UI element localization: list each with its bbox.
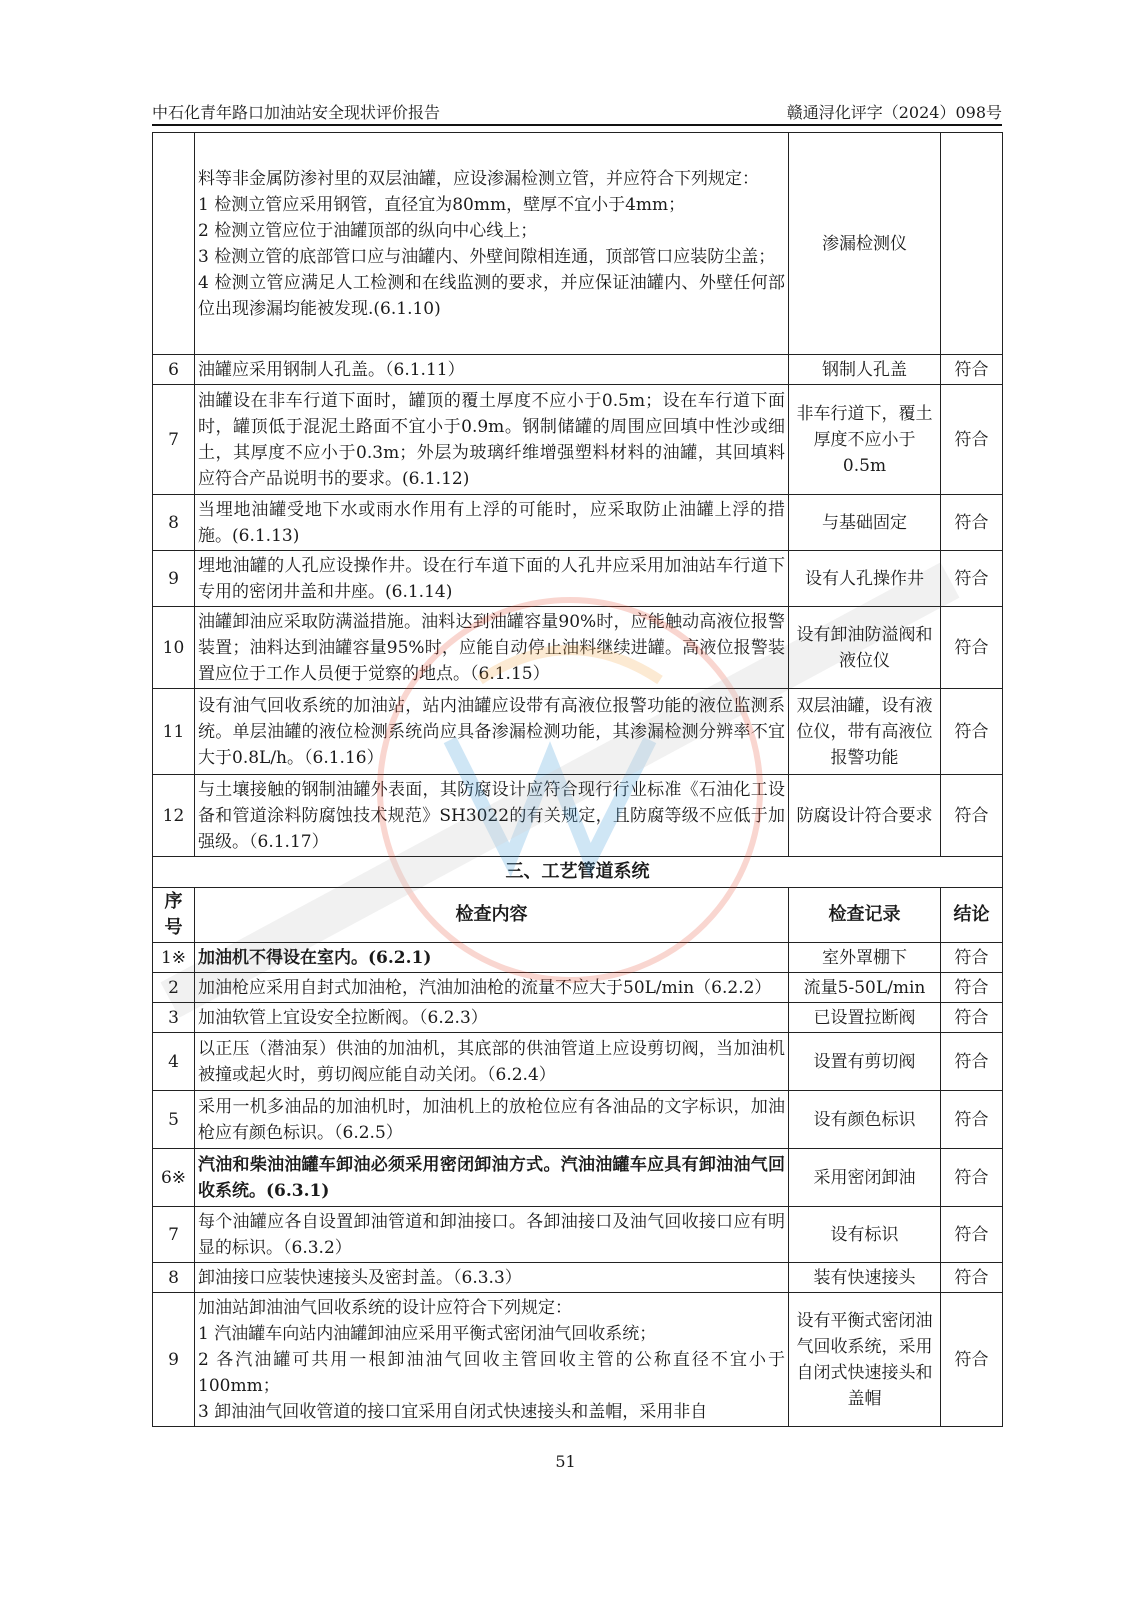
check-content — [195, 943, 789, 973]
content-line: 每个油罐应各自设置卸油管道和卸油接口。各卸油接口及油气回收接口应有明显的标识。（6.3.2） — [198, 1211, 785, 1258]
content-line: 卸油接口应装快速接头及密封盖。（6.3.3） — [198, 1267, 522, 1288]
content-line: 当埋地油罐受地下水或雨水作用有上浮的可能时，应采取防止油罐上浮的措施。(6.1.13) — [198, 499, 785, 546]
content-line: 设有油气回收系统的加油站，站内油罐应设带有高液位报警功能的液位监测系统。单层油罐的液位检测系统尚应具备渗漏检测功能，其渗漏检测分辨率不宜大于0.8L/h。（6.1.16） — [198, 695, 785, 768]
row-number: 6※ — [153, 1149, 195, 1207]
content-line: 油罐设在非车行道下面时，罐顶的覆土厚度不应小于0.5m；设在车行道下面时，罐顶低于混泥土路面不宜小于0.9m。钢制储罐的周围应回填中性沙或细土，其厚度不应小于0.3m；外层为玻璃纤维增强塑料材料的油罐，其回填料应符合产品说明书的要求。(6.1.12) — [198, 390, 785, 489]
check-record: 钢制人孔盖 — [789, 355, 941, 385]
check-result: 符合 — [941, 943, 1003, 973]
check-content — [195, 133, 789, 355]
table-row — [153, 133, 1003, 355]
row-number: 7 — [153, 385, 195, 495]
inspection-table-body — [153, 133, 1003, 1427]
content-line: 采用一机多油品的加油机时，加油机上的放枪位应有各油品的文字标识，加油枪应有颜色标识。（6.2.5） — [198, 1096, 785, 1143]
check-result: 符合 — [941, 1263, 1003, 1293]
check-content — [195, 551, 789, 607]
check-content — [195, 689, 789, 775]
row-number — [153, 133, 195, 355]
check-content — [195, 1033, 789, 1091]
table-row — [153, 1033, 1003, 1091]
check-result: 符合 — [941, 385, 1003, 495]
column-header-num: 序号 — [153, 888, 195, 943]
content-line: 加油站卸油油气回收系统的设计应符合下列规定： — [198, 1297, 572, 1318]
check-record: 防腐设计符合要求 — [789, 775, 941, 857]
section-title: 三、工艺管道系统 — [153, 857, 1003, 888]
check-content — [195, 1207, 789, 1263]
row-number: 3 — [153, 1003, 195, 1033]
check-content — [195, 355, 789, 385]
check-result: 符合 — [941, 1207, 1003, 1263]
check-record: 设有平衡式密闭油气回收系统，采用自闭式快速接头和盖帽 — [789, 1293, 941, 1427]
check-record: 双层油罐，设有液位仪，带有高液位报警功能 — [789, 689, 941, 775]
content-line: 以正压（潜油泵）供油的加油机，其底部的供油管道上应设剪切阀，当加油机被撞或起火时，剪切阀应能自动关闭。（6.2.4） — [198, 1038, 785, 1085]
check-record: 流量5-50L/min — [789, 973, 941, 1003]
row-number: 8 — [153, 1263, 195, 1293]
check-result: 符合 — [941, 1091, 1003, 1149]
row-number: 9 — [153, 551, 195, 607]
check-record: 已设置拉断阀 — [789, 1003, 941, 1033]
check-record: 装有快速接头 — [789, 1263, 941, 1293]
content-line: 1 检测立管应采用钢管，直径宜为80mm，壁厚不宜小于4mm； — [198, 194, 686, 215]
row-number: 5 — [153, 1091, 195, 1149]
content-line: 埋地油罐的人孔应设操作井。设在行车道下面的人孔井应采用加油站车行道下专用的密闭井盖和井座。(6.1.14) — [198, 555, 785, 602]
check-result: 符合 — [941, 775, 1003, 857]
check-content — [195, 1293, 789, 1427]
row-number: 12 — [153, 775, 195, 857]
row-number: 6 — [153, 355, 195, 385]
page-header — [152, 98, 1002, 122]
table-row — [153, 943, 1003, 973]
content-line: 1 汽油罐车向站内油罐卸油应采用平衡式密闭油气回收系统； — [198, 1323, 657, 1344]
row-number: 8 — [153, 495, 195, 551]
check-record: 设有颜色标识 — [789, 1091, 941, 1149]
table-row — [153, 973, 1003, 1003]
check-content — [195, 495, 789, 551]
content-line: 加油软管上宜设安全拉断阀。（6.2.3） — [198, 1007, 488, 1028]
table-row — [153, 1003, 1003, 1033]
check-content — [195, 775, 789, 857]
check-result: 符合 — [941, 1003, 1003, 1033]
inspection-table — [152, 132, 1003, 1427]
content-line: 加油机不得设在室内。(6.2.1) — [198, 947, 432, 968]
table-row — [153, 1207, 1003, 1263]
table-row — [153, 355, 1003, 385]
check-content — [195, 1149, 789, 1207]
content-line: 与土壤接触的钢制油罐外表面，其防腐设计应符合现行行业标准《石油化工设备和管道涂料防腐蚀技术规范》SH3022的有关规定，且防腐等级不应低于加强级。（6.1.17） — [198, 779, 785, 852]
check-content — [195, 973, 789, 1003]
check-content — [195, 1263, 789, 1293]
row-number: 7 — [153, 1207, 195, 1263]
page-number: 51 — [555, 1452, 576, 1471]
check-content — [195, 385, 789, 495]
check-result: 符合 — [941, 551, 1003, 607]
table-row — [153, 1091, 1003, 1149]
row-number: 9 — [153, 1293, 195, 1427]
check-result: 符合 — [941, 355, 1003, 385]
row-number: 2 — [153, 973, 195, 1003]
check-record: 设置有剪切阀 — [789, 1033, 941, 1091]
content-line: 料等非金属防渗衬里的双层油罐，应设渗漏检测立管，并应符合下列规定： — [198, 168, 759, 189]
check-record: 与基础固定 — [789, 495, 941, 551]
row-number: 11 — [153, 689, 195, 775]
content-line: 加油枪应采用自封式加油枪，汽油加油枪的流量不应大于50L/min（6.2.2） — [198, 977, 772, 998]
check-record: 室外罩棚下 — [789, 943, 941, 973]
check-record: 非车行道下，覆土厚度不应小于0.5m — [789, 385, 941, 495]
check-result: 符合 — [941, 689, 1003, 775]
check-result: 符合 — [941, 973, 1003, 1003]
table-row — [153, 1149, 1003, 1207]
check-result: 符合 — [941, 1149, 1003, 1207]
content-line: 油罐卸油应采取防满溢措施。油料达到油罐容量90%时，应能触动高液位报警装置；油料达到油罐容量95%时，应能自动停止油料继续进罐。高液位报警装置应位于工作人员便于觉察的地点。（6.1.15） — [198, 611, 785, 684]
check-content — [195, 1003, 789, 1033]
row-number: 10 — [153, 607, 195, 689]
table-row — [153, 607, 1003, 689]
row-number: 1※ — [153, 943, 195, 973]
table-row — [153, 1293, 1003, 1427]
column-header-record: 检查记录 — [789, 888, 941, 943]
content-line: 3 检测立管的底部管口应与油罐内、外壁间隙相连通，顶部管口应装防尘盖； — [198, 246, 776, 267]
section-title-row — [153, 857, 1003, 888]
table-row — [153, 495, 1003, 551]
report-title: 中石化青年路口加油站安全现状评价报告 — [152, 103, 441, 122]
check-record: 设有人孔操作井 — [789, 551, 941, 607]
content-line: 油罐应采用钢制人孔盖。（6.1.11） — [198, 359, 465, 380]
column-header-content: 检查内容 — [195, 888, 789, 943]
check-record: 采用密闭卸油 — [789, 1149, 941, 1207]
table-row — [153, 775, 1003, 857]
table-row — [153, 385, 1003, 495]
check-result: 符合 — [941, 607, 1003, 689]
check-record: 设有卸油防溢阀和液位仪 — [789, 607, 941, 689]
column-header-row — [153, 888, 1003, 943]
check-result — [941, 133, 1003, 355]
column-header-result: 结论 — [941, 888, 1003, 943]
table-row — [153, 551, 1003, 607]
report-number: 赣通浔化评字（2024）098号 — [786, 103, 1002, 122]
content-line: 2 各汽油罐可共用一根卸油油气回收主管回收主管的公称直径不宜小于100mm； — [198, 1349, 785, 1396]
check-record: 渗漏检测仪 — [789, 133, 941, 355]
content-line: 3 卸油油气回收管道的接口宜采用自闭式快速接头和盖帽，采用非自 — [198, 1401, 708, 1422]
check-content — [195, 607, 789, 689]
header-divider — [152, 124, 1002, 126]
check-result: 符合 — [941, 1293, 1003, 1427]
content-line: 2 检测立管应位于油罐顶部的纵向中心线上； — [198, 220, 538, 241]
row-number: 4 — [153, 1033, 195, 1091]
check-record: 设有标识 — [789, 1207, 941, 1263]
check-result: 符合 — [941, 1033, 1003, 1091]
check-result: 符合 — [941, 495, 1003, 551]
content-line: 4 检测立管应满足人工检测和在线监测的要求，并应保证油罐内、外壁任何部位出现渗漏均能被发现.(6.1.10) — [198, 272, 785, 319]
check-content — [195, 1091, 789, 1149]
table-row — [153, 1263, 1003, 1293]
table-row — [153, 689, 1003, 775]
content-line: 汽油和柴油油罐车卸油必须采用密闭卸油方式。汽油油罐车应具有卸油油气回收系统。(6.3.1) — [198, 1154, 785, 1201]
